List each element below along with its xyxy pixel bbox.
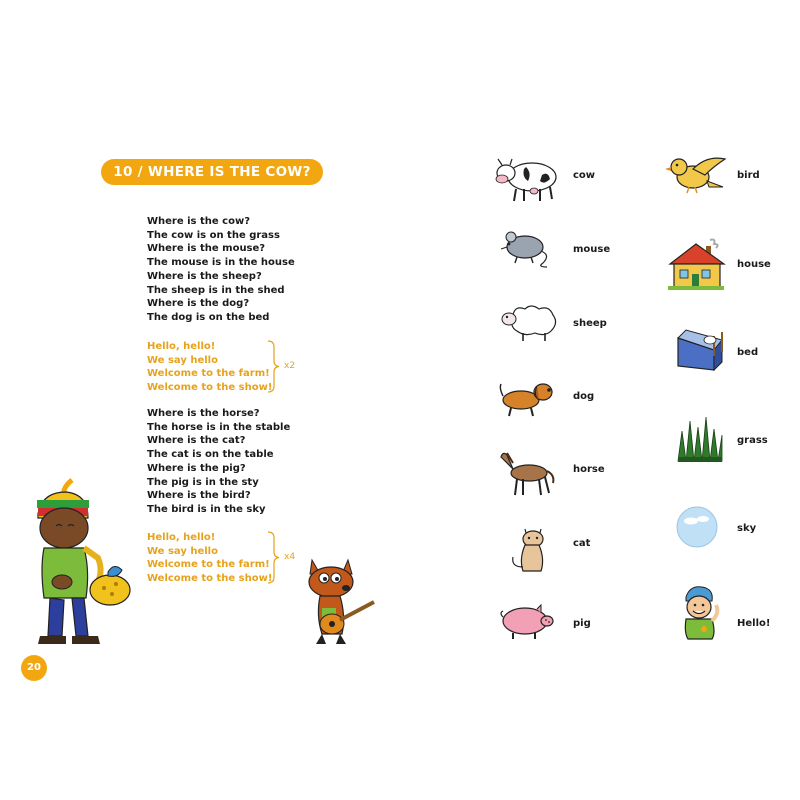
- dog-icon: [497, 378, 557, 418]
- song-line: The cat is on the table: [147, 449, 274, 461]
- chorus-line: Hello, hello!: [147, 341, 216, 352]
- chorus-2: [147, 531, 272, 586]
- vocab-word-cow: cow: [573, 170, 596, 181]
- song-line: Where is the cow?: [147, 216, 250, 227]
- song-line: The horse is in the stable: [147, 421, 291, 433]
- house-icon: [666, 238, 726, 294]
- chorus-line: Welcome to the show!: [147, 573, 273, 585]
- song-line: The bird is in the sky: [147, 503, 266, 515]
- horse-icon: [497, 449, 557, 499]
- bird-icon: [663, 153, 729, 195]
- vocab-word-cat: cat: [573, 538, 591, 549]
- sheep-icon: [497, 301, 561, 343]
- chorus-line: Welcome to the farm!: [147, 559, 270, 571]
- repeat-count: x2: [284, 361, 296, 371]
- brace-icon: [266, 530, 282, 585]
- lesson-title: 10 / WHERE IS THE COW?: [101, 159, 323, 185]
- song-line: Where is the cat?: [147, 435, 246, 447]
- verse-2: [147, 407, 290, 517]
- vocab-word-bird: bird: [737, 170, 760, 181]
- vocab-word-dog: dog: [573, 391, 595, 402]
- bed-icon: [676, 326, 724, 372]
- vocab-word-sheep: sheep: [573, 318, 607, 329]
- brace-icon: [266, 339, 282, 394]
- pig-icon: [499, 601, 557, 641]
- song-line: Where is the sheep?: [147, 270, 262, 282]
- vocab-word-sky: sky: [737, 523, 757, 534]
- repeat-count: x4: [284, 552, 296, 562]
- song-line: The dog is on the bed: [147, 311, 270, 323]
- song-line: The cow is on the grass: [147, 229, 280, 241]
- verse-1: [147, 215, 295, 325]
- song-line: The pig is in the sty: [147, 476, 259, 488]
- grass-icon: [676, 413, 724, 463]
- cat-icon: [507, 523, 553, 575]
- chorus-line: We say hello: [147, 354, 218, 366]
- vocab-word-mouse: mouse: [573, 244, 611, 255]
- vocab-word-horse: horse: [573, 464, 605, 475]
- cow-icon: [492, 155, 562, 203]
- guitar-fox-illustration: [302, 556, 380, 648]
- chorus-line: Welcome to the show!: [147, 382, 273, 394]
- song-line: Where is the dog?: [147, 298, 250, 310]
- vocab-word-hello: Hello!: [737, 618, 771, 629]
- waving-boy-icon: [678, 583, 720, 641]
- song-line: The sheep is in the shed: [147, 284, 285, 296]
- chorus-line: Welcome to the farm!: [147, 368, 270, 380]
- chorus-line: We say hello: [147, 545, 218, 557]
- chorus-1: [147, 340, 272, 395]
- song-line: Where is the mouse?: [147, 243, 266, 255]
- song-line: Where is the bird?: [147, 490, 251, 502]
- vocab-word-pig: pig: [573, 618, 591, 629]
- vocab-word-grass: grass: [737, 435, 768, 446]
- page-number: 20: [21, 655, 47, 681]
- saxophone-boy-illustration: [22, 478, 134, 646]
- song-line: Where is the horse?: [147, 408, 260, 419]
- song-line: The mouse is in the house: [147, 257, 295, 269]
- chorus-line: Hello, hello!: [147, 532, 216, 543]
- vocab-word-house: house: [737, 259, 771, 270]
- mouse-icon: [497, 229, 555, 269]
- sky-icon: [676, 506, 718, 548]
- song-line: Where is the pig?: [147, 462, 246, 474]
- vocab-word-bed: bed: [737, 347, 759, 358]
